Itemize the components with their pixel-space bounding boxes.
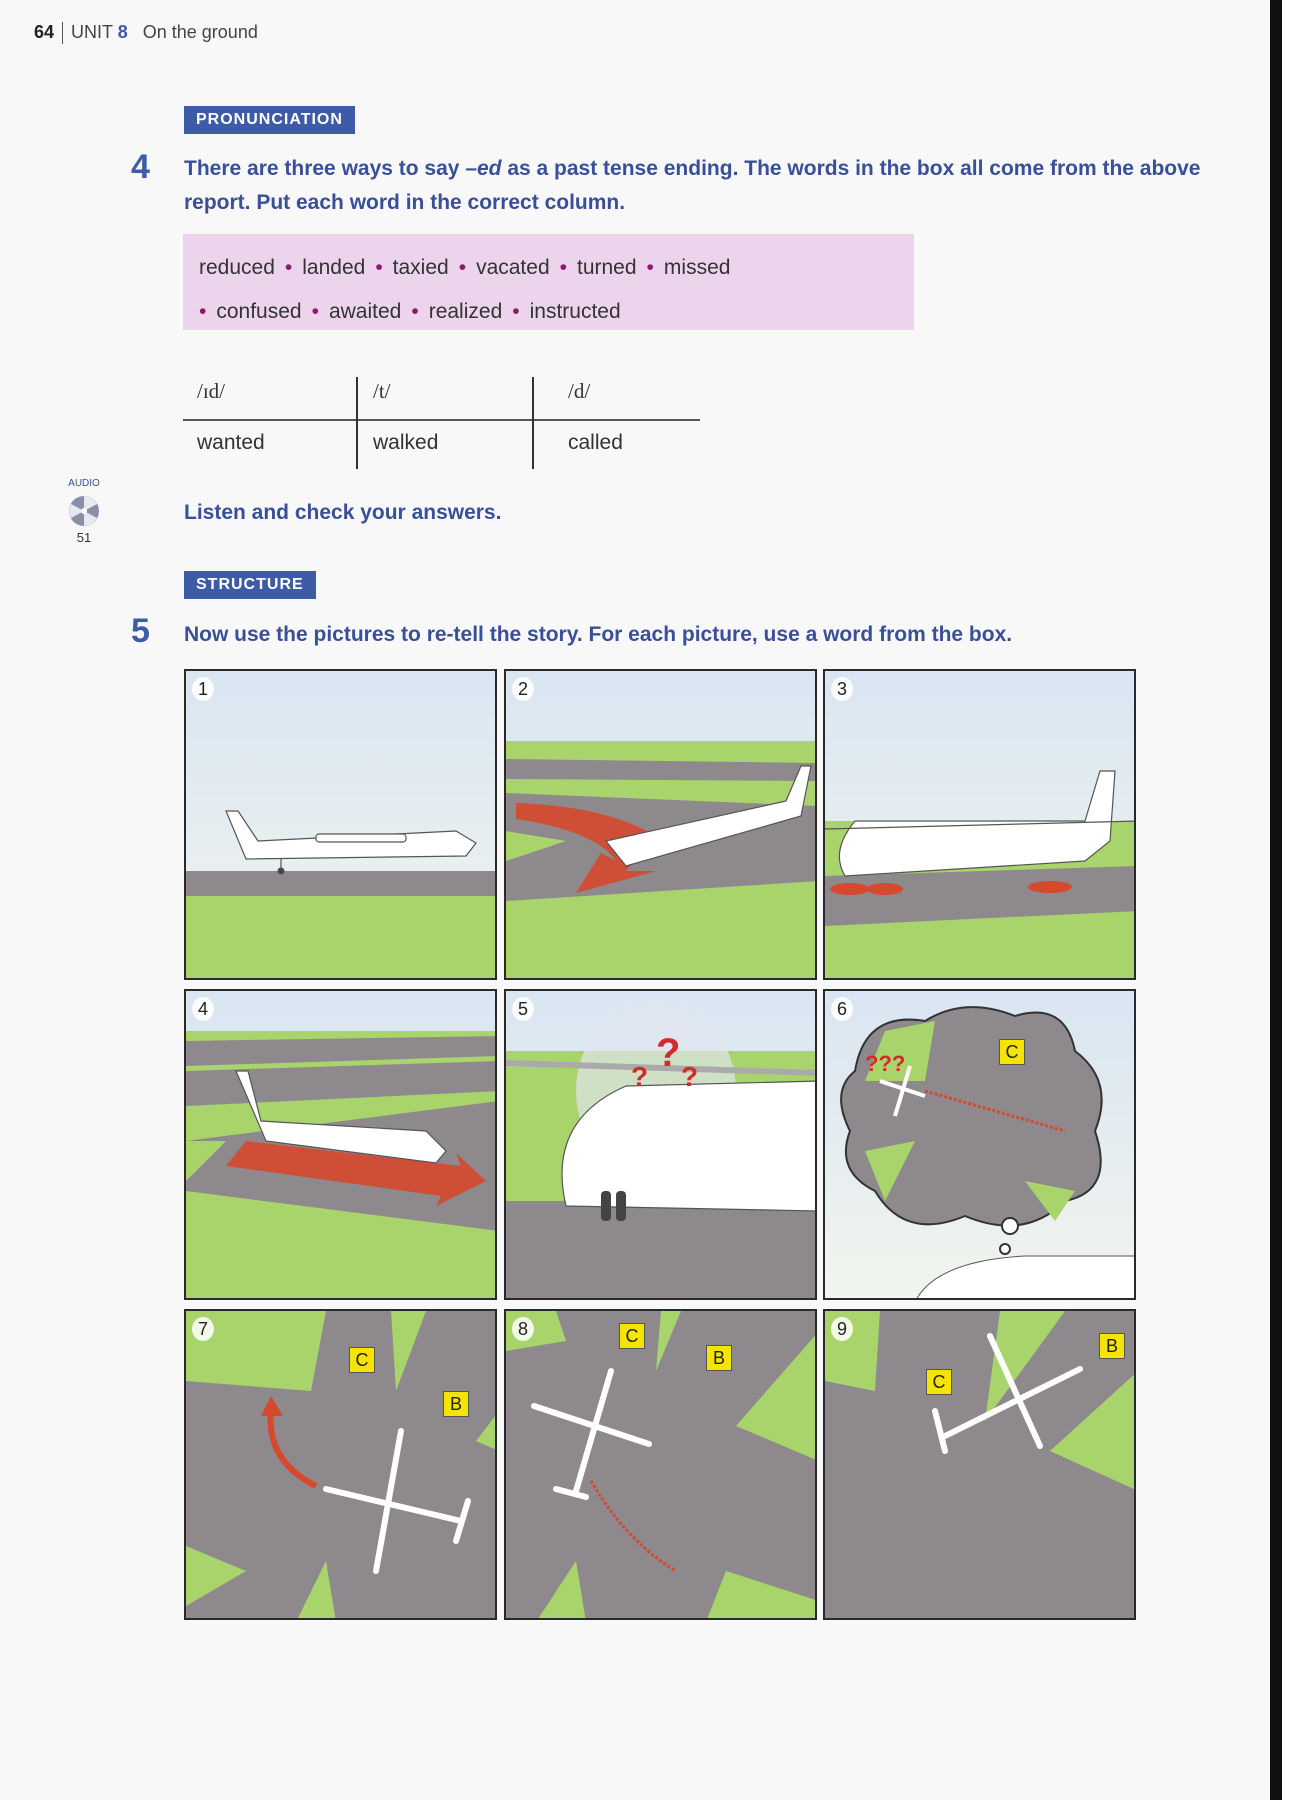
wrong-taxiway-illustration [506,1311,817,1620]
table-cell: wanted [197,431,265,454]
table-rule [183,419,700,421]
cd-icon [68,495,100,527]
table-header: /ɪd/ [197,379,226,403]
panel-number: 2 [512,677,534,701]
svg-text:?: ? [681,1061,699,1092]
stopped-aircraft-illustration [825,1311,1136,1620]
table-cell: called [568,431,623,454]
pronunciation-badge: PRONUNCIATION [184,106,355,134]
table-cell: walked [373,431,439,454]
table-header: /t/ [373,379,391,403]
taxiway-sign-b: B [443,1391,469,1417]
structure-badge: STRUCTURE [184,571,316,599]
word: missed [663,256,731,279]
word-box: reduced • landed • taxied • vacated • turned • missed • confused • awaited • realized • instructed [183,234,914,330]
listen-instruction: Listen and check your answers. [184,501,502,524]
taxiway-sign-c: C [926,1369,952,1395]
running-header [34,22,258,44]
story-panel-9 [823,1309,1136,1620]
turning-illustration [186,1311,497,1620]
confused-pilot-illustration [506,991,817,1300]
panel-number: 3 [831,677,853,701]
audio-marker[interactable] [66,478,102,545]
header-divider [62,22,63,44]
landing-illustration [186,671,497,980]
sound-table [183,377,700,469]
vacating-illustration [506,671,817,980]
table-header: /d/ [568,379,591,403]
question-marks: ??? [865,1051,906,1076]
exercise-number-5: 5 [131,612,150,650]
panel-number: 1 [192,677,214,701]
svg-text:?: ? [631,1061,649,1092]
story-panel-5 [504,989,817,1300]
word: landed [302,256,366,279]
table-divider [356,377,358,469]
word: realized [428,300,503,323]
word: awaited [328,300,402,323]
page-number: 64 [34,22,55,42]
panel-number: 4 [192,997,214,1021]
audio-track-number: 51 [76,530,92,545]
taxiway-sign-c: C [999,1039,1025,1065]
word: instructed [529,300,621,323]
panel-number: 8 [512,1317,534,1341]
instruction-text: There are three ways to say [184,157,466,180]
exercise-number-4: 4 [131,148,150,186]
scan-margin [1282,0,1290,1800]
table-divider [532,377,534,469]
word: turned [577,256,637,279]
scan-edge [1270,0,1282,1800]
taxiing-illustration [186,991,497,1300]
unit-title: On the ground [142,22,258,42]
braking-illustration [825,671,1136,980]
exercise-4-instruction [184,152,1204,220]
word: confused [216,300,302,323]
thought-bubble-illustration [825,991,1136,1300]
exercise-5-instruction: Now use the pictures to re-tell the story. For each picture, use a word from the box. [184,623,1013,646]
audio-label: AUDIO [68,478,100,489]
story-panel-4 [184,989,497,1300]
taxiway-sign-c: C [619,1323,645,1349]
story-panel-3 [823,669,1136,980]
panel-number: 6 [831,997,853,1021]
story-panel-2 [504,669,817,980]
word: vacated [476,256,550,279]
story-panel-8 [504,1309,817,1620]
question-marks: ? [656,1031,681,1075]
word: taxied [392,256,449,279]
panel-number: 5 [512,997,534,1021]
panel-number: 9 [831,1317,853,1341]
instruction-text: as a past tense ending. The words in the box all come from the above report. Put each word in the correct column. [184,157,1201,214]
unit-label: UNIT [71,22,113,42]
instruction-emphasis: –ed [465,157,502,180]
story-panel-1 [184,669,497,980]
panel-number: 7 [192,1317,214,1341]
unit-number: 8 [117,22,128,42]
story-panel-7 [184,1309,497,1620]
taxiway-sign-b: B [706,1345,732,1371]
word: reduced [199,256,275,279]
taxiway-sign-c: C [349,1347,375,1373]
taxiway-sign-b: B [1099,1333,1125,1359]
story-panel-6 [823,989,1136,1300]
